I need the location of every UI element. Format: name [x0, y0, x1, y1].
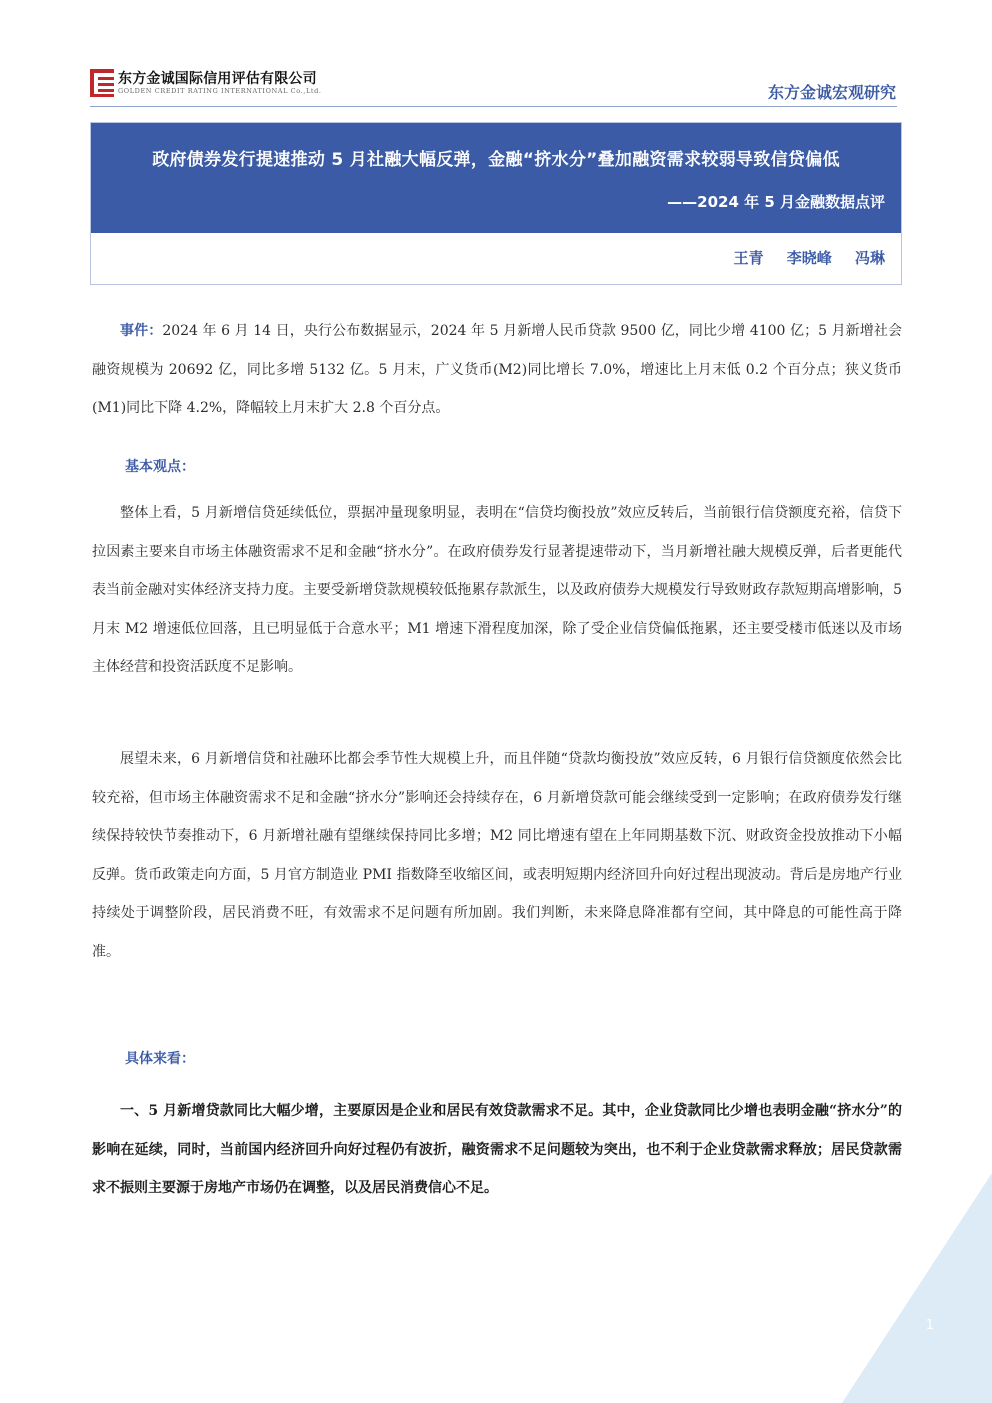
- event-paragraph: [92, 312, 902, 428]
- corner-decoration: [842, 1173, 992, 1403]
- title-box: [90, 122, 902, 285]
- report-title: 政府债券发行提速推动 5 月社融大幅反弹，金融“挤水分”叠加融资需求较弱导致信贷偏低: [152, 150, 840, 170]
- page-number: 1: [925, 1318, 934, 1333]
- header-divider: [90, 106, 897, 107]
- detail-paragraph-1: 一、5 月新增贷款同比大幅少增，主要原因是企业和居民有效贷款需求不足。其中，企业贷款同比少增也表明金融“挤水分”的影响在延续，同时，当前国内经济回升向好过程仍有波折，融资需求不足问题较为突出，也不利于企业贷款需求释放；居民贷款需求不振则主要源于房地产市场仍在调整，以及居民消费信心不足。: [92, 1103, 902, 1196]
- report-subtitle: ——2024 年 5 月金融数据点评: [667, 193, 885, 211]
- event-text: 2024 年 6 月 14 日，央行公布数据显示，2024 年 5 月新增人民币贷款 9500 亿，同比少增 4100 亿；5 月新增社会融资规模为 20692 亿，同比多增 5132 亿。5 月末，广义货币(M2)同比增长 7.0%，增速比上月末低 0.2 个百分点；狭义货币(M1)同比下降 4.2%，降幅较上月末扩大 2.8 个百分点。: [92, 323, 902, 416]
- company-name-cn: 东方金诚国际信用评估有限公司: [118, 70, 317, 87]
- authors: 王青 李晓峰 冯琳: [733, 249, 885, 267]
- brand-label: 东方金诚宏观研究: [767, 83, 896, 102]
- basic-view-paragraph-2: 展望未来，6 月新增信贷和社融环比都会季节性大规模上升，而且伴随“贷款均衡投放”效应反转，6 月银行信贷额度依然会比较充裕，但市场主体融资需求不足和金融“挤水分”影响还会持续存在，6 月新增贷款可能会继续受到一定影响；在政府债券发行继续保持较快节奏推动下，6 月新增社融有望继续保持同比多增；M2 同比增速有望在上年同期基数下沉、财政资金投放推动下小幅反弹。货币政策走向方面，5 月官方制造业 PMI 指数降至收缩区间，或表明短期内经济回升向好过程出现波动。背后是房地产行业持续处于调整阶段，居民消费不旺，有效需求不足问题有所加剧。我们判断，未来降息降准都有空间，其中降息的可能性高于降准。: [92, 751, 902, 960]
- basic-view-paragraph-1: 整体上看，5 月新增信贷延续低位，票据冲量现象明显，表明在“信贷均衡投放”效应反转后，当前银行信贷额度充裕，信贷下拉因素主要来自市场主体融资需求不足和金融“挤水分”。在政府债券发行显著提速带动下，当月新增社融大规模反弹，后者更能代表当前金融对实体经济支持力度。主要受新增贷款规模较低拖累存款派生，以及政府债券大规模发行导致财政存款短期高增影响，5 月末 M2 增速低位回落，且已明显低于合意水平；M1 增速下滑程度加深，除了受企业信贷偏低拖累，还主要受楼市低迷以及市场主体经营和投资活跃度不足影响。: [92, 505, 902, 675]
- event-label: 事件：: [120, 323, 163, 339]
- logo-icon: [90, 69, 114, 97]
- title-band: [91, 123, 901, 233]
- basic-view-label: 基本观点：: [125, 459, 195, 475]
- company-name-en: GOLDEN CREDIT RATING INTERNATIONAL Co.,Ltd.: [118, 86, 322, 95]
- detail-label: 具体来看：: [125, 1051, 195, 1067]
- company-logo: [90, 68, 322, 98]
